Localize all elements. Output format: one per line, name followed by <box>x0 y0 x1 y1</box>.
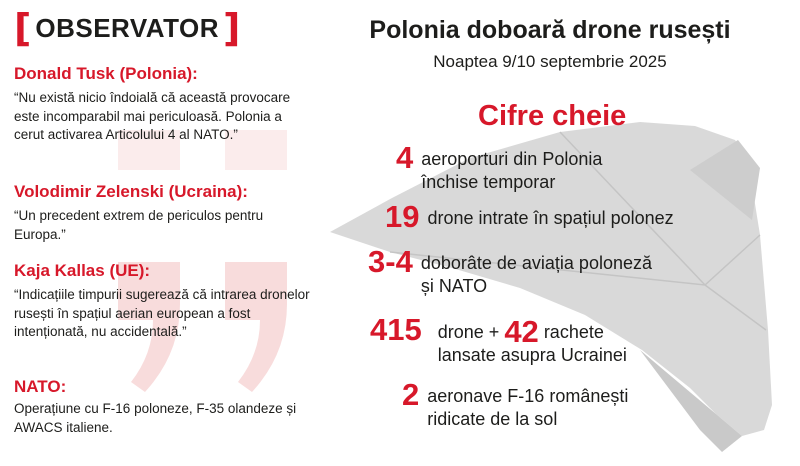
stat-inline-number: 42 <box>504 314 539 349</box>
quote-text-tusk: “Nu există nicio îndoială că această provocare este incomparabil mai periculoasă. Polonia a cerut activarea Articolului 4 al NATO.” <box>14 90 291 142</box>
quote-text-zelenski: “Un precedent extrem de periculos pentru Europa.” <box>14 208 264 242</box>
stat-number: 4 <box>396 140 414 175</box>
stat-line <box>437 314 627 349</box>
logo-text: OBSERVATOR <box>35 12 220 43</box>
stat-line: închise temporar <box>421 172 556 192</box>
stat-description <box>421 141 602 194</box>
stat-line: lansate asupra Ucrainei <box>437 345 627 365</box>
stat-number: 415 <box>370 312 422 347</box>
stat-description <box>421 245 652 298</box>
stat-airports <box>396 141 602 194</box>
stat-line: aeroporturi din Polonia <box>421 149 603 169</box>
logo-bracket-left: [ <box>14 6 32 50</box>
key-figures-title: Cifre cheie <box>478 100 627 132</box>
quote-text-nato: Operațiune cu F-16 poloneze, F-35 olandeze și AWACS italiene. <box>14 401 297 435</box>
headline: Polonia doboară drone rusești <box>369 16 731 44</box>
stat-line: aeronave F-16 românești <box>427 386 629 406</box>
stat-text: rachete <box>543 322 604 342</box>
stat-description <box>438 313 627 367</box>
quote-author-kallas: Kaja Kallas (UE): <box>14 261 151 280</box>
stat-text: drone + <box>437 322 500 342</box>
stat-line: drone intrate în spațiul polonez <box>427 208 674 228</box>
stat-line: ridicate de la sol <box>427 409 558 429</box>
quote-author-zelenski: Volodimir Zelenski (Ucraina): <box>14 182 248 201</box>
quote-text-kallas: “Indicațiile timpurii sugerează că intrarea dronelor rusești în spațiul aerian european a fost intenționată, nu accidentală.” <box>14 287 310 339</box>
quote-author-tusk: Donald Tusk (Polonia): <box>14 64 198 83</box>
stat-line: doborâte de aviația poloneză <box>420 253 652 273</box>
subtitle: Noaptea 9/10 septembrie 2025 <box>433 52 667 71</box>
observator-logo <box>14 8 240 48</box>
stat-description <box>427 200 673 230</box>
stat-romanian-f16 <box>402 378 628 431</box>
quote-author-nato: NATO: <box>14 377 67 396</box>
logo-bracket-right: ] <box>223 6 241 50</box>
stat-line: și NATO <box>420 276 488 296</box>
stat-ukraine-attack <box>370 313 627 367</box>
stat-number: 2 <box>402 377 420 412</box>
stat-number: 19 <box>385 199 420 234</box>
stat-shot-down <box>368 245 652 298</box>
stat-drones-entered <box>385 200 674 234</box>
stat-description <box>427 378 628 431</box>
stat-number: 3-4 <box>368 244 413 279</box>
